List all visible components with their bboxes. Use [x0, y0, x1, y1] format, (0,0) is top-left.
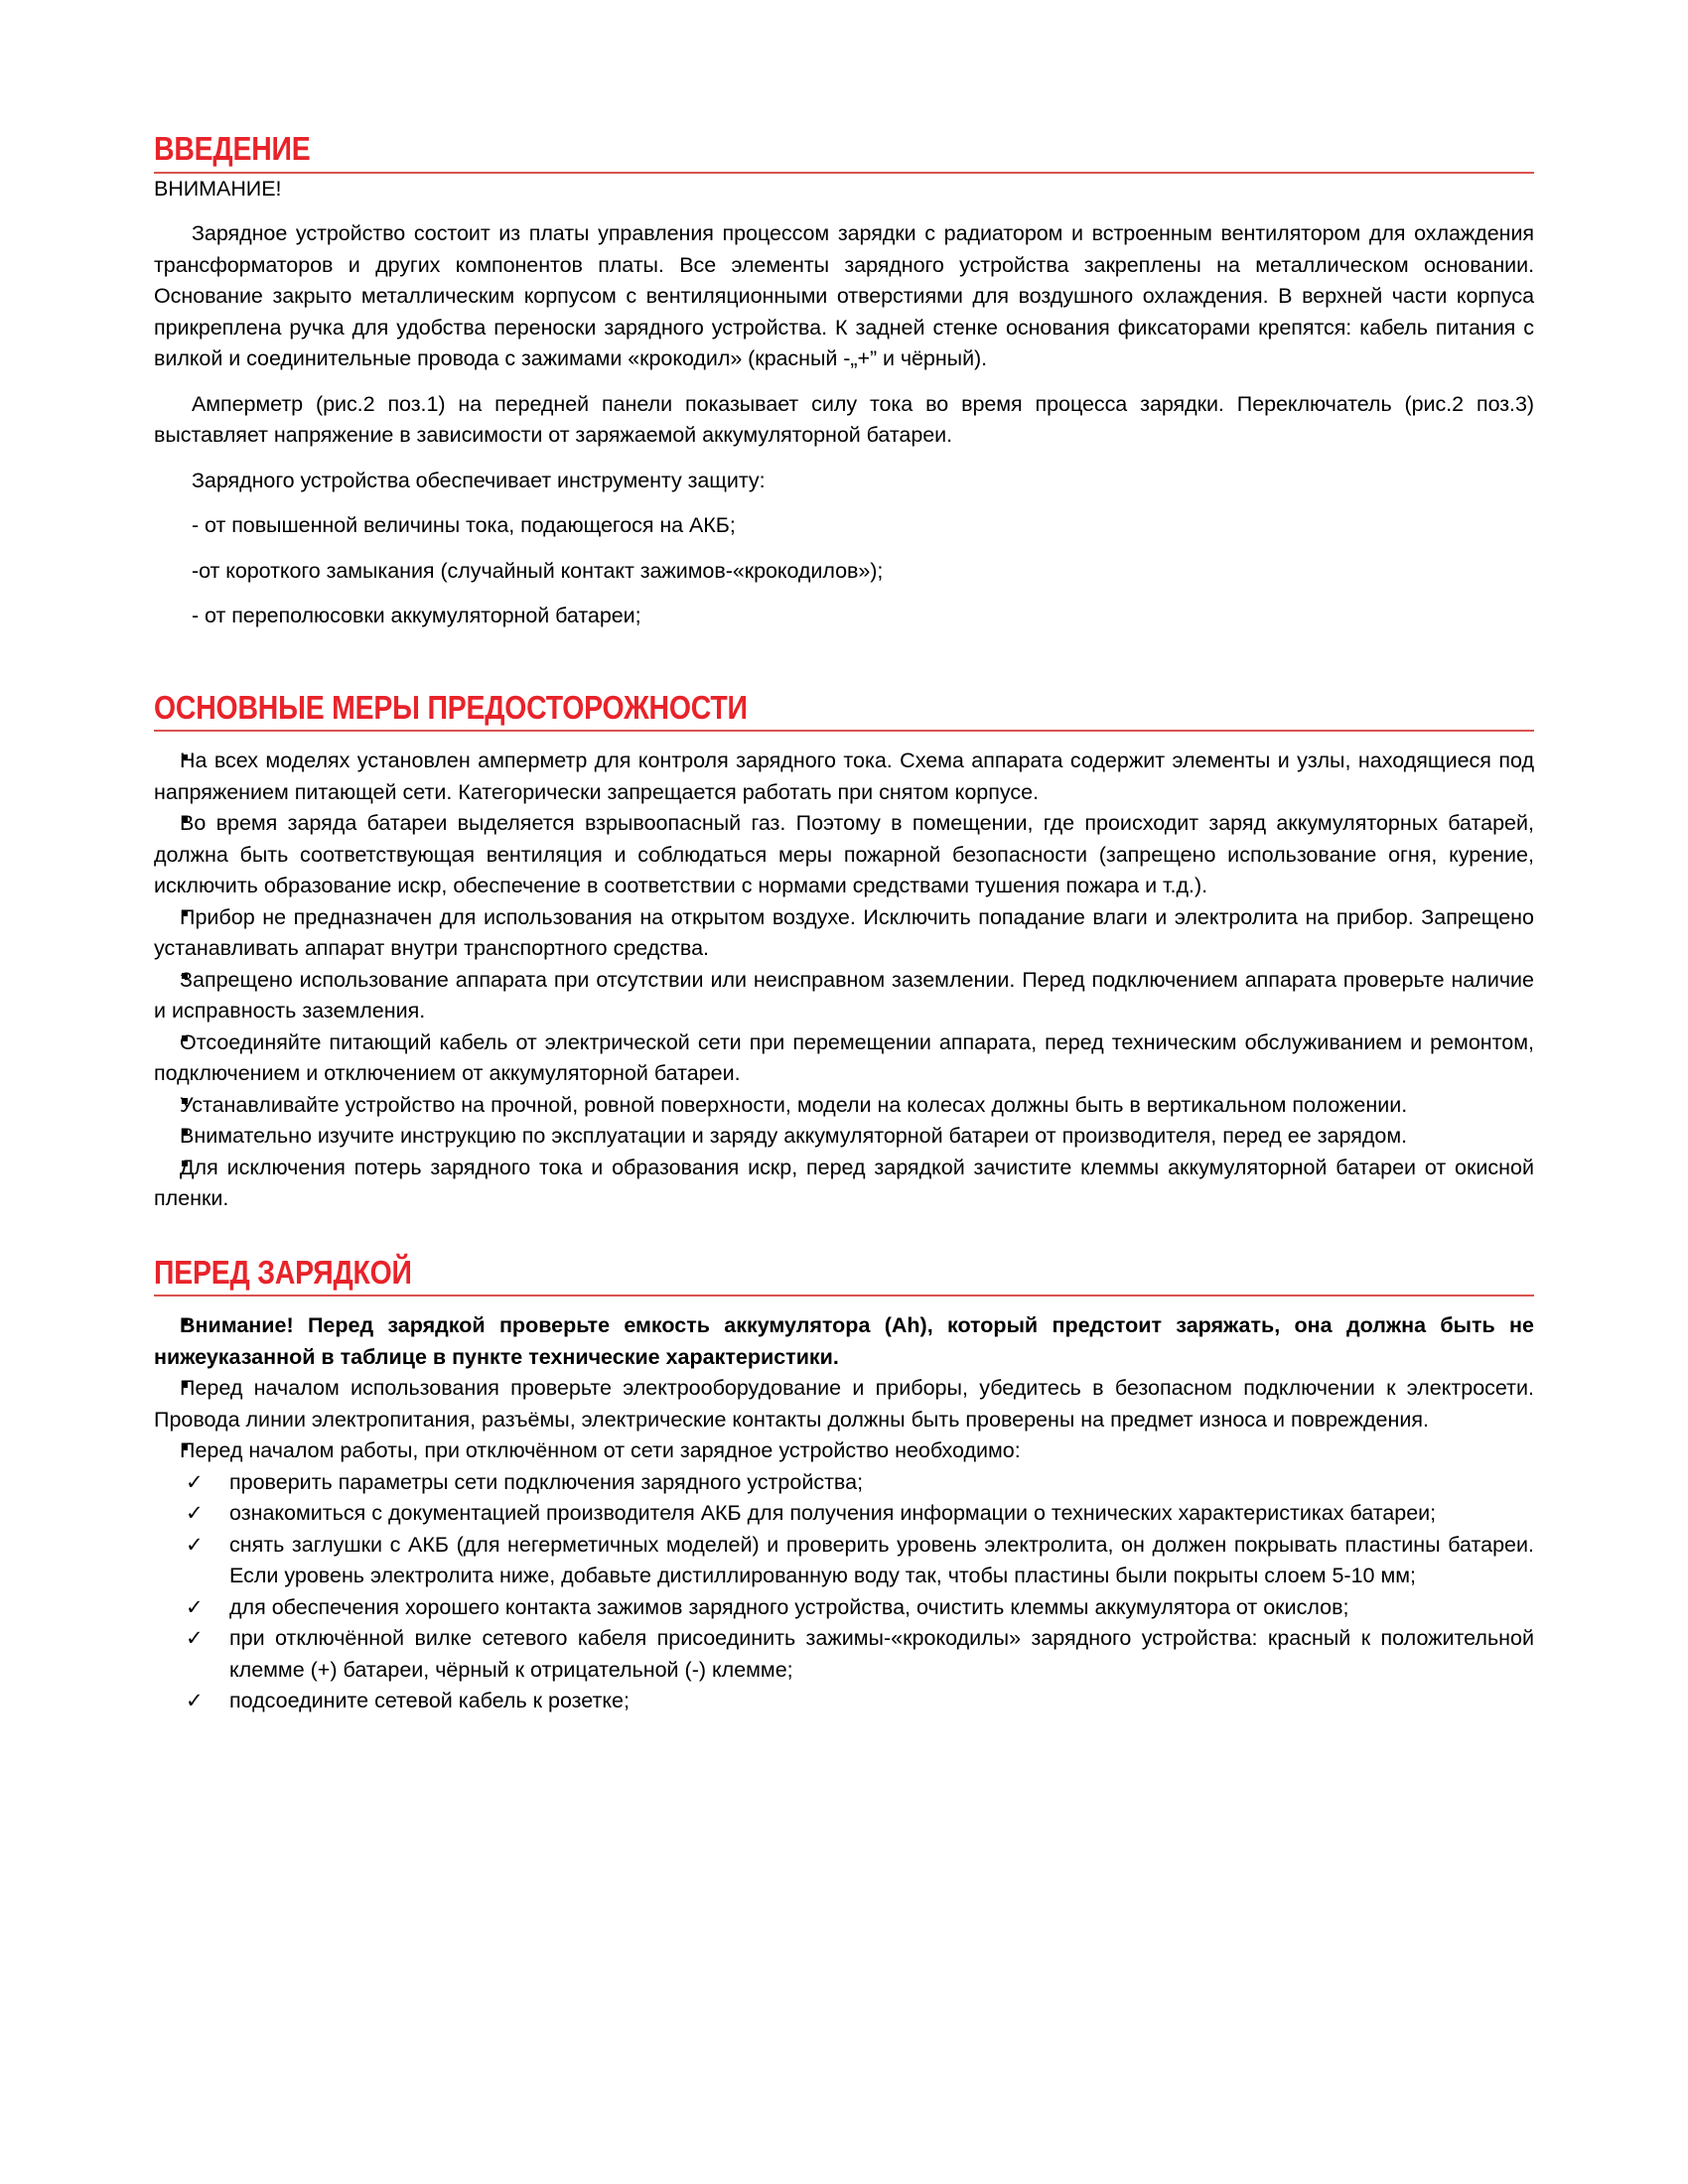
- intro-paragraph-1: Зарядное устройство состоит из платы управления процессом зарядки с радиатором и встроенным вентилятором для охлаждения трансформаторов и других компонентов платы. Все элементы зарядного устройства закреплены на металлическом основании. Основание закрыто металлическим корпусом с вентиляционными отверстиями для воздушного охлаждения. В верхней части корпуса прикреплена ручка для удобства переноски зарядного устройства. К задней стенке основания фиксаторами крепятся: кабель питания с вилкой и соединительные провода с зажимами «крокодил» (красный -„+” и чёрный).: [154, 221, 1534, 371]
- list-item: [154, 1090, 1534, 1122]
- list-item: [154, 965, 1534, 1027]
- before-charging-list: [154, 1310, 1534, 1467]
- list-item: [154, 1686, 1534, 1717]
- precaution-text-6: Устанавливайте устройство на прочной, ровной поверхности, модели на колесах должны быть в вертикальном положении.: [180, 1092, 1408, 1117]
- checkmark-icon: ✓: [186, 1469, 204, 1494]
- list-item: [154, 808, 1534, 902]
- section-introduction: [154, 131, 1534, 632]
- checklist-text-5: при отключённой вилке сетевого кабеля присоединить зажимы-«крокодилы» зарядного устройства: красный к положительной клемме (+) батареи, чёрный к отрицательной (-) клемме;: [229, 1626, 1534, 1682]
- list-item: [154, 746, 1534, 808]
- checkmark-icon: ✓: [186, 1594, 204, 1619]
- checkmark-icon: ✓: [186, 1689, 204, 1713]
- pre-charge-checklist: [154, 1467, 1534, 1717]
- document-body: [154, 131, 1534, 1717]
- checklist-text-6: подсоедините сетевой кабель к розетке;: [229, 1689, 630, 1713]
- warning-label-introduction: ВНИМАНИЕ!: [154, 176, 282, 201]
- list-item: [154, 902, 1534, 965]
- section-before-charging: [154, 1255, 1534, 1717]
- precautions-list: [154, 746, 1534, 1215]
- section-heading-introduction: ВВЕДЕНИЕ: [154, 130, 311, 167]
- list-item: [154, 1373, 1534, 1435]
- list-item: [154, 1121, 1534, 1153]
- list-item: [154, 1435, 1534, 1467]
- list-item: [154, 1530, 1534, 1592]
- checkmark-icon: ✓: [186, 1501, 204, 1526]
- protection-intro: Зарядного устройства обеспечивает инструменту защиту:: [192, 468, 766, 492]
- protection-item-2: -от короткого замыкания (случайный контакт зажимов-«крокодилов»);: [192, 558, 884, 583]
- protection-item-3: - от переполюсовки аккумуляторной батареи;: [192, 604, 641, 628]
- checklist-text-3: снять заглушки с АКБ (для негерметичных моделей) и проверить уровень электролита, он должен покрывать пластины батареи. Если уровень электролита ниже, добавьте дистиллированную воду так, чтобы пластины были покрыты слоем 5-10 мм;: [229, 1532, 1534, 1588]
- checkmark-icon: ✓: [186, 1532, 204, 1557]
- list-item: [154, 1310, 1534, 1373]
- checkmark-icon: ✓: [186, 1626, 204, 1651]
- list-item: [154, 1623, 1534, 1686]
- section-heading-precautions: ОСНОВНЫЕ МЕРЫ ПРЕДОСТОРОЖНОСТИ: [154, 688, 748, 726]
- list-item: [154, 1027, 1534, 1090]
- before-charging-text-1: Внимание! Перед зарядкой проверьте емкость аккумулятора (Ah), который предстоит заряжать, она должна быть не нижеуказанной в таблице в пункте технические характеристики.: [154, 1313, 1534, 1369]
- before-charging-text-2: Перед началом использования проверьте электрооборудование и приборы, убедитесь в безопасном подключении к электросети. Провода линии электропитания, разъёмы, электрические контакты должны быть проверены на предмет износа и повреждения.: [154, 1376, 1534, 1432]
- checklist-text-2: ознакомиться с документацией производителя АКБ для получения информации о технических характеристиках батареи;: [229, 1501, 1437, 1526]
- section-heading-before-charging: ПЕРЕД ЗАРЯДКОЙ: [154, 1253, 412, 1291]
- precaution-text-5: Отсоединяйте питающий кабель от электрической сети при перемещении аппарата, перед техническим обслуживанием и ремонтом, подключением и отключением от аккумуляторной батареи.: [154, 1029, 1534, 1086]
- section-precautions: [154, 690, 1534, 1215]
- intro-paragraph-2: Амперметр (рис.2 поз.1) на передней панели показывает силу тока во время процесса зарядки. Переключатель (рис.2 поз.3) выставляет напряжение в зависимости от заряжаемой аккумуляторной батареи.: [154, 391, 1534, 448]
- before-charging-text-3: Перед началом работы, при отключённом от сети зарядное устройство необходимо:: [180, 1438, 1021, 1463]
- precaution-text-1: На всех моделях установлен амперметр для контроля зарядного тока. Схема аппарата содержит элементы и узлы, находящиеся под напряжением питающей сети. Категорически запрещается работать при снятом корпусе.: [154, 749, 1534, 804]
- protection-item-1: - от повышенной величины тока, подающегося на АКБ;: [192, 513, 736, 538]
- list-item: [154, 1498, 1534, 1530]
- list-item: [154, 1153, 1534, 1215]
- list-item: [154, 1467, 1534, 1499]
- precaution-text-3: Прибор не предназначен для использования на открытом воздухе. Исключить попадание влаги и электролита на прибор. Запрещено устанавливать аппарат внутри транспортного средства.: [154, 904, 1534, 961]
- checklist-text-4: для обеспечения хорошего контакта зажимов зарядного устройства, очистить клеммы аккумулятора от окислов;: [229, 1594, 1349, 1619]
- checklist-text-1: проверить параметры сети подключения зарядного устройства;: [229, 1469, 864, 1494]
- precaution-text-2: Во время заряда батареи выделяется взрывоопасный газ. Поэтому в помещении, где происходит заряд аккумуляторных батарей, должна быть соответствующая вентиляция и соблюдаться меры пожарной безопасности (запрещено использование огня, курение, исключить образование искр, обеспечение в соответствии с нормами средствами тушения пожара и т.д.).: [154, 811, 1534, 898]
- list-item: [154, 1592, 1534, 1624]
- precaution-text-4: Запрещено использование аппарата при отсутствии или неисправном заземлении. Перед подключением аппарата проверьте наличие и исправность заземления.: [154, 967, 1534, 1024]
- precaution-text-8: Для исключения потерь зарядного тока и образования искр, перед зарядкой зачистите клеммы аккумуляторной батареи от окисной пленки.: [154, 1155, 1534, 1211]
- precaution-text-7: Внимательно изучите инструкцию по эксплуатации и заряду аккумуляторной батареи от производителя, перед ее зарядом.: [180, 1124, 1408, 1149]
